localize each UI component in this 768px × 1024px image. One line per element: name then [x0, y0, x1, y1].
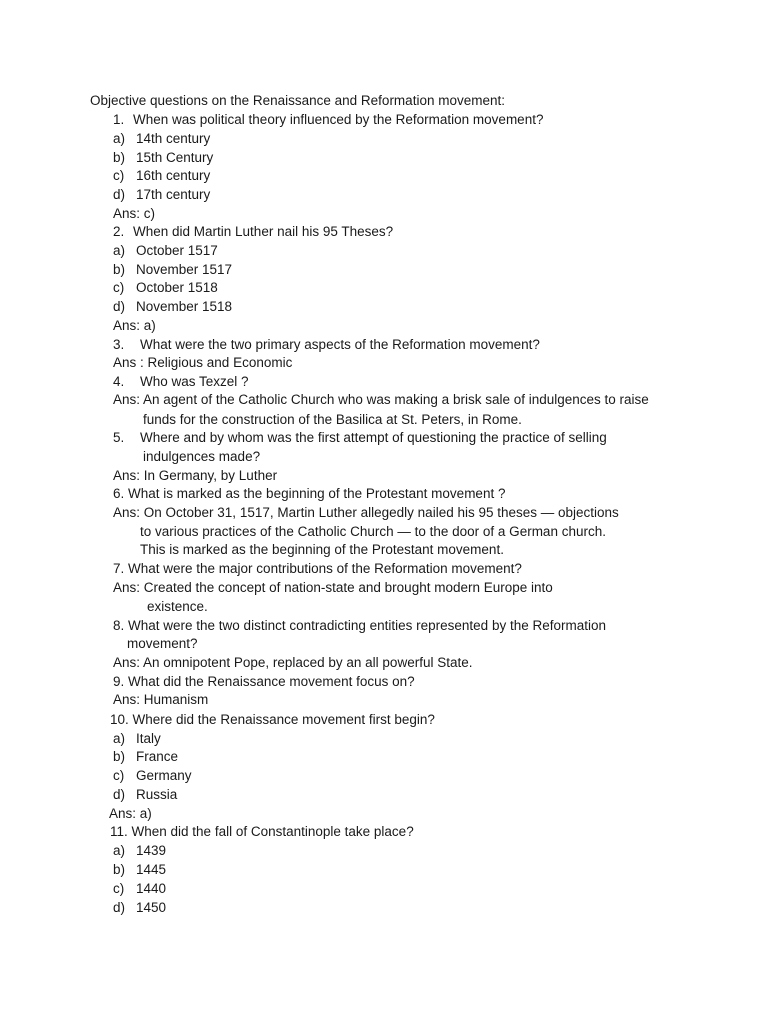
question-number: 2. [113, 224, 125, 239]
question-1 [113, 112, 543, 128]
question-text: Who was Texzel ? [140, 374, 249, 389]
option-text: France [136, 749, 179, 764]
question-number: 1. [113, 112, 125, 127]
option-letter: b) [113, 749, 126, 764]
option-line [113, 749, 178, 765]
answer-line: Ans: An omnipotent Pope, replaced by an all powerful State. [113, 655, 473, 670]
question-4 [113, 374, 249, 390]
option-letter: b) [113, 262, 126, 277]
question-text: When did Martin Luther nail his 95 Theses? [133, 224, 394, 239]
question-9: 9. What did the Renaissance movement focus on? [113, 674, 415, 689]
option-letter: d) [113, 787, 126, 802]
answer-continuation: funds for the construction of the Basilica at St. Peters, in Rome. [143, 412, 522, 427]
answer-line: Ans: Humanism [113, 692, 209, 707]
option-text: 17th century [136, 187, 211, 202]
option-letter: c) [113, 168, 125, 183]
question-text: Where and by whom was the first attempt of questioning the practice of selling [140, 430, 607, 445]
option-letter: a) [113, 131, 126, 146]
option-line [113, 787, 177, 803]
option-line [113, 262, 232, 278]
question-number: 4. [113, 374, 125, 389]
option-letter: d) [113, 299, 126, 314]
question-6: 6. What is marked as the beginning of the Protestant movement ? [113, 486, 506, 501]
option-line [113, 731, 161, 747]
option-text: 1439 [136, 843, 167, 858]
question-number: 3. [113, 337, 125, 352]
option-line [113, 168, 210, 184]
question-continuation: indulgences made? [143, 449, 261, 464]
document-title: Objective questions on the Renaissance and Reformation movement: [90, 93, 505, 108]
option-line [113, 881, 166, 897]
option-letter: d) [113, 900, 126, 915]
option-letter: c) [113, 881, 125, 896]
option-line [113, 900, 166, 916]
answer-line: Ans: Created the concept of nation-state and brought modern Europe into [113, 580, 553, 595]
option-text: 1440 [136, 881, 167, 896]
option-letter: d) [113, 187, 126, 202]
question-10: 10. Where did the Renaissance movement first begin? [110, 712, 435, 727]
question-8: 8. What were the two distinct contradicting entities represented by the Reformation [113, 618, 607, 633]
answer-line: Ans: On October 31, 1517, Martin Luther allegedly nailed his 95 theses — objections [113, 505, 619, 520]
option-line [113, 843, 166, 859]
question-3 [113, 337, 540, 353]
option-text: October 1518 [136, 280, 218, 295]
answer-continuation: to various practices of the Catholic Church — to the door of a German church. [140, 524, 606, 539]
answer-line: Ans : Religious and Economic [113, 355, 293, 370]
answer-line: Ans: a) [109, 806, 152, 821]
question-text: When was political theory influenced by the Reformation movement? [133, 112, 544, 127]
option-text: Russia [136, 787, 178, 802]
question-number: 5. [113, 430, 125, 445]
question-continuation: movement? [127, 636, 198, 651]
option-line [113, 768, 192, 784]
question-text: What were the two primary aspects of the Reformation movement? [140, 337, 540, 352]
question-7: 7. What were the major contributions of the Reformation movement? [113, 561, 522, 576]
option-line [113, 862, 166, 878]
answer-line: Ans: c) [113, 206, 156, 221]
answer-continuation: This is marked as the beginning of the Protestant movement. [140, 542, 504, 557]
option-letter: c) [113, 280, 125, 295]
option-text: October 1517 [136, 243, 218, 258]
question-5 [113, 430, 607, 446]
option-text: Germany [136, 768, 192, 783]
option-text: 15th Century [136, 150, 214, 165]
option-text: Italy [136, 731, 161, 746]
answer-line: Ans: An agent of the Catholic Church who was making a brisk sale of indulgences to raise [113, 392, 649, 407]
option-line [113, 299, 232, 315]
option-letter: b) [113, 862, 126, 877]
option-letter: a) [113, 843, 126, 858]
option-line [113, 150, 213, 166]
option-text: November 1518 [136, 299, 233, 314]
answer-line: Ans: In Germany, by Luther [113, 468, 278, 483]
option-letter: c) [113, 768, 125, 783]
answer-continuation: existence. [147, 599, 208, 614]
option-letter: a) [113, 243, 126, 258]
option-text: 16th century [136, 168, 211, 183]
question-11: 11. When did the fall of Constantinople take place? [110, 824, 414, 839]
question-2 [113, 224, 393, 240]
option-letter: a) [113, 731, 126, 746]
option-text: November 1517 [136, 262, 233, 277]
option-line [113, 187, 210, 203]
option-letter: b) [113, 150, 126, 165]
option-line [113, 280, 218, 296]
option-text: 14th century [136, 131, 211, 146]
option-text: 1450 [136, 900, 167, 915]
option-line [113, 243, 218, 259]
option-text: 1445 [136, 862, 167, 877]
option-line [113, 131, 210, 147]
answer-line: Ans: a) [113, 318, 156, 333]
